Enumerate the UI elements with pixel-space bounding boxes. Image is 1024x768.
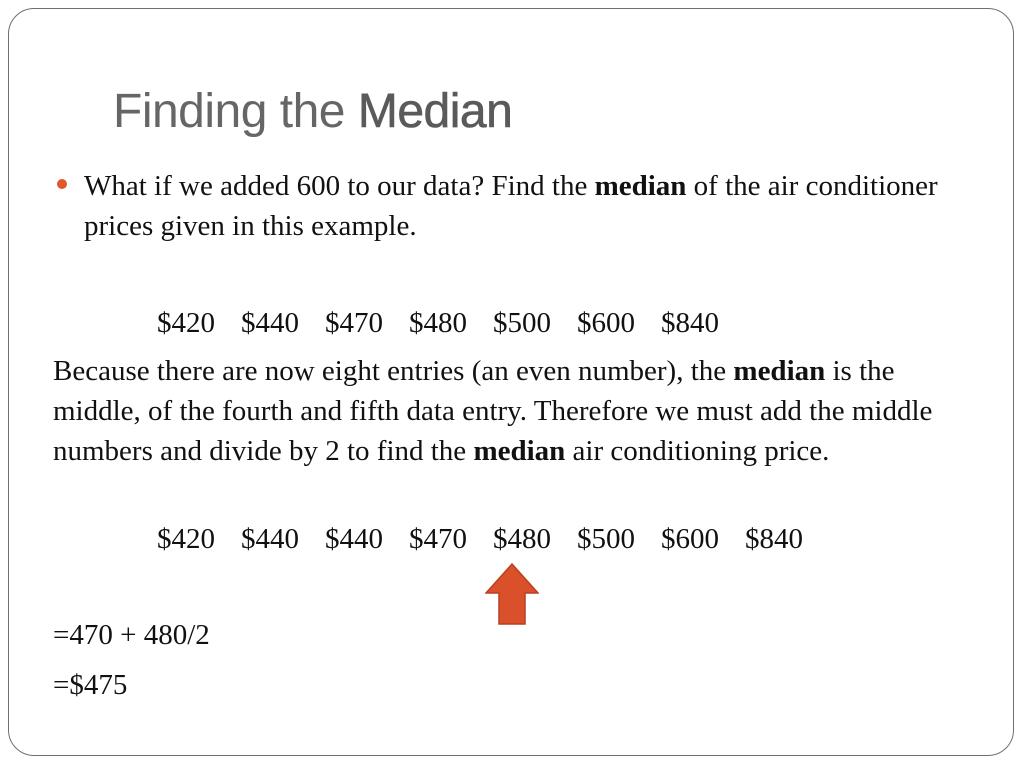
price-value: $420	[157, 307, 215, 339]
price-value: $440	[241, 523, 299, 555]
para-part3: air conditioning price.	[565, 435, 830, 467]
para-part1: Because there are now eight entries (an even number), the	[53, 355, 734, 387]
bullet-part2: of the air conditioner prices given in this example.	[84, 170, 938, 242]
price-value: $840	[661, 307, 719, 339]
price-value: $420	[157, 523, 215, 555]
price-value: $600	[577, 307, 635, 339]
prices-row-2	[157, 519, 829, 559]
prices-row-1	[157, 303, 745, 343]
bullet-text	[84, 166, 964, 246]
para-part2: is the middle, of the fourth and fifth data entry. Therefore we must add the middle numbers and divide by 2 to find the	[53, 355, 933, 467]
price-value: $480	[493, 523, 551, 555]
bullet-bold: median	[594, 170, 687, 202]
price-value: $500	[577, 523, 635, 555]
calc-line-1: =470 + 480/2	[53, 619, 210, 651]
price-value: $470	[409, 523, 467, 555]
bullet-part1: What if we added 600 to our data? Find the	[84, 170, 595, 202]
price-value: $840	[745, 523, 803, 555]
price-value: $470	[325, 307, 383, 339]
price-value: $500	[493, 307, 551, 339]
up-arrow-icon	[485, 563, 539, 625]
title-prefix: Finding the	[113, 85, 358, 138]
calc-line-2: =$475	[53, 669, 128, 701]
price-value: $440	[241, 307, 299, 339]
price-value: $480	[409, 307, 467, 339]
para-bold1: median	[733, 355, 826, 387]
title-bold: Median	[357, 85, 513, 138]
price-value: $600	[661, 523, 719, 555]
explanation-paragraph	[53, 351, 973, 471]
price-value: $440	[325, 523, 383, 555]
bullet-dot-icon	[57, 179, 67, 189]
slide-title	[113, 84, 512, 139]
para-bold2: median	[473, 435, 566, 467]
